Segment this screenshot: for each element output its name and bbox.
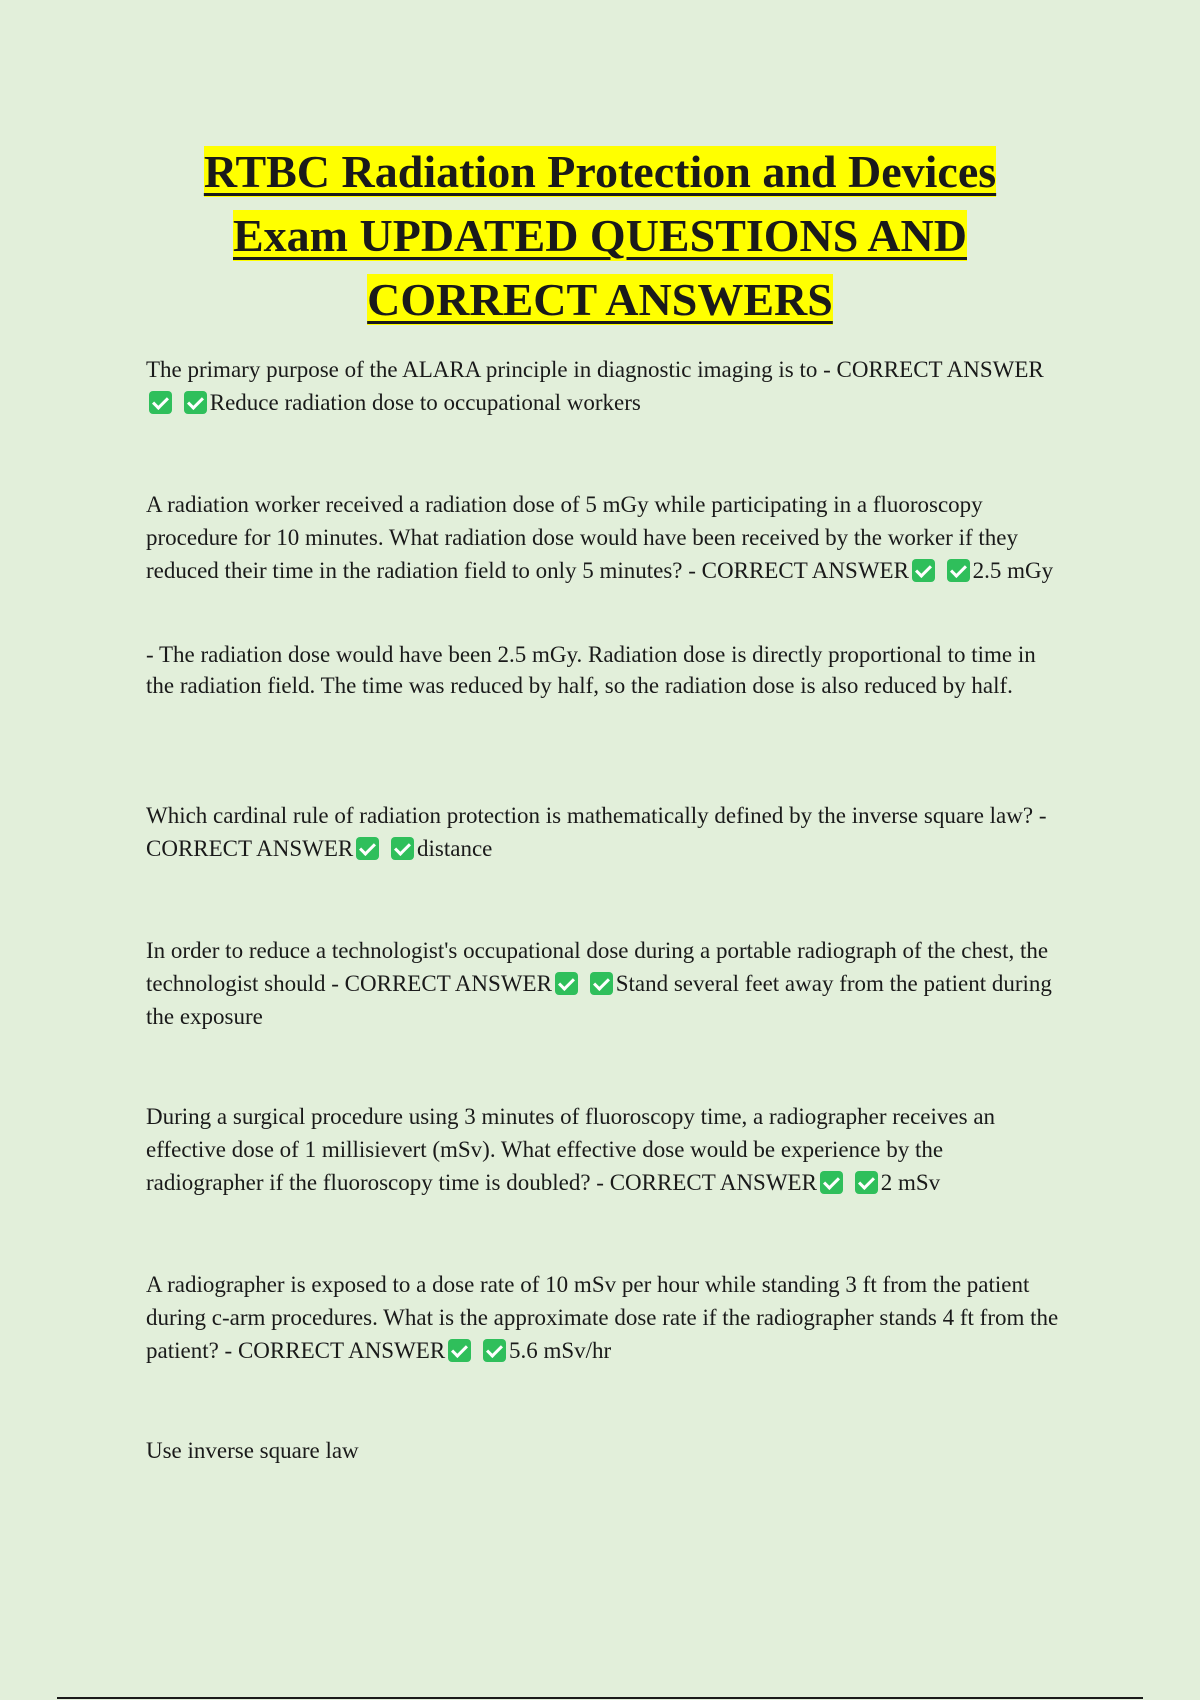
check-mark-icon: [590, 972, 613, 995]
check-mark-icon: [149, 391, 172, 414]
check-mark-icon: [184, 391, 207, 414]
check-mark-icon: [483, 1339, 506, 1362]
check-mark-icon: [448, 1339, 471, 1362]
answer-text: 5.6 mSv/hr: [508, 1338, 612, 1363]
note-text: Use inverse square law: [146, 1438, 359, 1463]
question-text: A radiation worker received a radiation dose of 5 mGy while participating in a fluoroscopy procedure for 10 minutes. What radiation dose would have been received by the worker if they reduced their time in the radiation field to only 5 minutes? - CORRECT ANSWER: [146, 492, 1018, 583]
answer-text: 2 mSv: [880, 1170, 941, 1195]
qa-item-3: [146, 799, 1066, 865]
question-text: In order to reduce a technologist's occupational dose during a portable radiograph of the chest, the technologist should - CORRECT ANSWER: [146, 938, 1049, 996]
document-title: [140, 140, 1060, 332]
question-text: During a surgical procedure using 3 minutes of fluoroscopy time, a radiographer receives an effective dose of 1 millisievert (mSv). What effective dose would be experience by the radiographer if the fluoroscopy time is doubled? - CORRECT ANSWER: [146, 1104, 996, 1195]
check-mark-icon: [356, 837, 379, 860]
title-line-1: RTBC Radiation Protection and Devices: [203, 146, 997, 197]
qa-item-4: [146, 934, 1066, 1033]
check-mark-icon: [391, 837, 414, 860]
answer-text: 2.5 mGy: [972, 558, 1054, 583]
qa-item-5: [146, 1100, 1066, 1199]
question-text: The primary purpose of the ALARA principle in diagnostic imaging is to - CORRECT ANSWER: [146, 357, 1044, 382]
qa-item-6: [146, 1268, 1066, 1367]
check-mark-icon: [855, 1171, 878, 1194]
title-line-2: Exam UPDATED QUESTIONS AND: [233, 210, 967, 261]
question-text: A radiographer is exposed to a dose rate of 10 mSv per hour while standing 3 ft from the patient during c-arm procedures. What is the approximate dose rate if the radiographer stands 4 ft from the patient? - CORRECT ANSWER: [146, 1272, 1059, 1363]
qa-item-1: [146, 353, 1066, 419]
answer-text: Stand several feet away from the patient during the exposure: [146, 971, 1052, 1029]
title-line-3: CORRECT ANSWERS: [367, 274, 833, 325]
check-mark-icon: [947, 559, 970, 582]
answer-text: Reduce radiation dose to occupational workers: [209, 390, 641, 415]
check-mark-icon: [820, 1171, 843, 1194]
answer-text: distance: [417, 836, 493, 861]
footer-divider: [57, 1697, 1143, 1699]
qa-item-2: [146, 488, 1066, 587]
check-mark-icon: [555, 972, 578, 995]
question-text: Which cardinal rule of radiation protection is mathematically defined by the inverse square law? - CORRECT ANSWER: [146, 803, 1047, 861]
qa-explanation-2: - The radiation dose would have been 2.5 mGy. Radiation dose is directly proportional to time in the radiation field. The time was reduced by half, so the radiation dose is also reduced by half.: [146, 642, 1036, 698]
check-mark-icon: [912, 559, 935, 582]
